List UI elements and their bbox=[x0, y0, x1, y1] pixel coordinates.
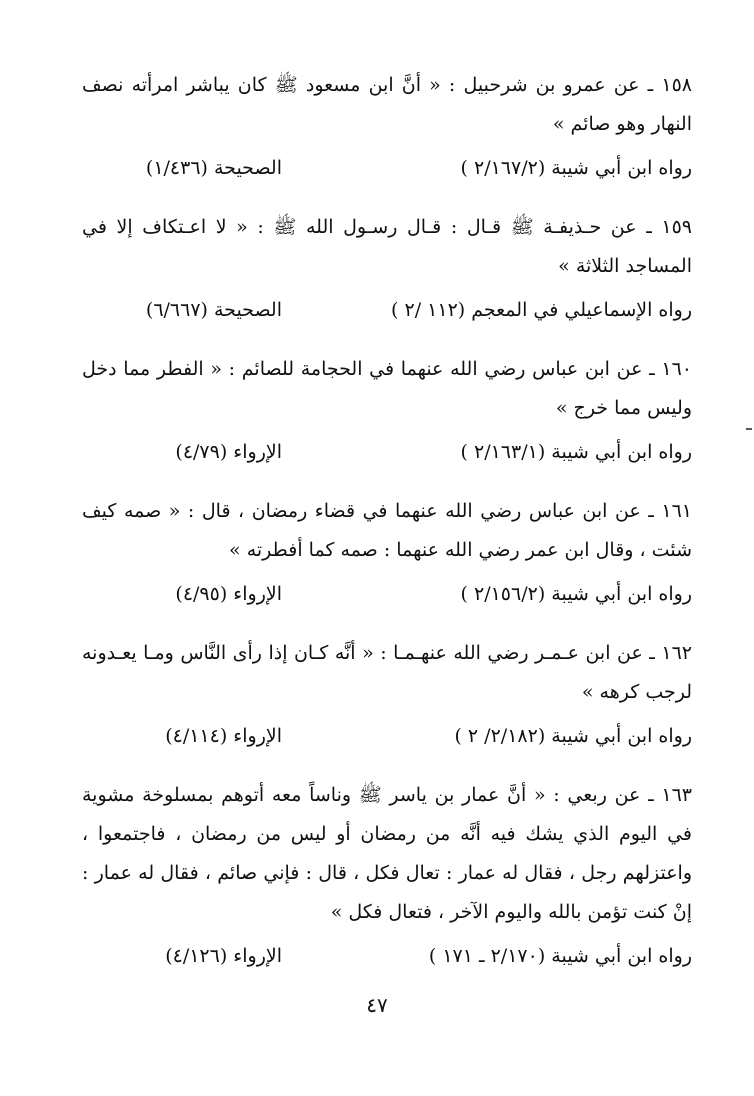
hadith-entry-162 bbox=[82, 626, 692, 756]
hadith-source-line bbox=[82, 290, 692, 330]
hadith-source-line bbox=[82, 432, 692, 472]
hadith-source-line bbox=[82, 574, 692, 614]
page-number: ٤٧ bbox=[366, 993, 388, 1017]
hadith-source-line bbox=[82, 148, 692, 188]
scan-edge-mark bbox=[746, 428, 752, 430]
hadith-entry-158 bbox=[82, 58, 692, 188]
narration-source: رواه ابن أبي شيبة (٢/١٧٠ ـ ١٧١ ) bbox=[428, 945, 692, 967]
hadith-text: ١٦٣ ـ عن ربعي : « أنَّ عمار بن ياسر ﷺ وناساً معه أتوهم بمسلوخة مشوية في اليوم الذي يشك فيه أنَّه من رمضان أو ليس من رمضان ، فاجتمعوا ، واعتزلهم رجل ، فقال له عمار : تعال فكل ، قال : فإني صائم ، فقال له عمار : إنْ كنت تؤمن بالله واليوم الآخر ، فتعال فكل » bbox=[82, 784, 692, 923]
hadith-text: ١٦١ ـ عن ابن عباس رضي الله عنهما في قضاء رمضان ، قال : « صمه كيف شئت ، وقال ابن عمر رضي الله عنهما : صمه كما أفطرته » bbox=[82, 500, 692, 561]
hadith-text: ١٥٨ ـ عن عمرو بن شرحبيل : « أنَّ ابن مسعود ﷺ كان يباشر امرأته نصف النهار وهو صائم » bbox=[82, 74, 692, 135]
narration-source: رواه ابن أبي شيبة (٢/١٦٣/١ ) bbox=[460, 441, 692, 463]
narration-source: رواه ابن أبي شيبة (٢/١٦٧/٢ ) bbox=[460, 157, 692, 179]
hadith-entry-159 bbox=[82, 200, 692, 330]
hadith-text: ١٦٠ ـ عن ابن عباس رضي الله عنهما في الحجامة للصائم : « الفطر مما دخل وليس مما خرج » bbox=[82, 358, 692, 419]
hadith-text: ١٦٢ ـ عن ابن عـمـر رضي الله عنهـمـا : « أنَّه كـان إذا رأى النَّاس ومـا يعـدونه لرجب كرهه » bbox=[82, 642, 692, 703]
narration-source: رواه الإسماعيلي في المعجم (١١٢ /٢ ) bbox=[391, 299, 692, 321]
hadith-entry-160 bbox=[82, 342, 692, 472]
page-content bbox=[82, 58, 692, 988]
narration-source: رواه ابن أبي شيبة (٢/١٨٢/ ٢ ) bbox=[454, 725, 692, 747]
grading-reference: الصحيحة (٦/٦٦٧) bbox=[145, 299, 282, 321]
grading-reference: الإرواء (٤/٩٥) bbox=[175, 583, 282, 605]
grading-reference: الإرواء (٤/١١٤) bbox=[165, 725, 282, 747]
hadith-source-line bbox=[82, 716, 692, 756]
grading-reference: الصحيحة (١/٤٣٦) bbox=[145, 157, 282, 179]
grading-reference: الإرواء (٤/٧٩) bbox=[175, 441, 282, 463]
hadith-entry-163 bbox=[82, 768, 692, 976]
hadith-source-line bbox=[82, 936, 692, 976]
grading-reference: الإرواء (٤/١٢٦) bbox=[165, 945, 282, 967]
hadith-text: ١٥٩ ـ عن حـذيفـة ﷺ قـال : قـال رسـول الله ﷺ : « لا اعـتكاف إلا في المساجد الثلاثة » bbox=[82, 216, 692, 277]
hadith-entry-161 bbox=[82, 484, 692, 614]
narration-source: رواه ابن أبي شيبة (٢/١٥٦/٢ ) bbox=[460, 583, 692, 605]
